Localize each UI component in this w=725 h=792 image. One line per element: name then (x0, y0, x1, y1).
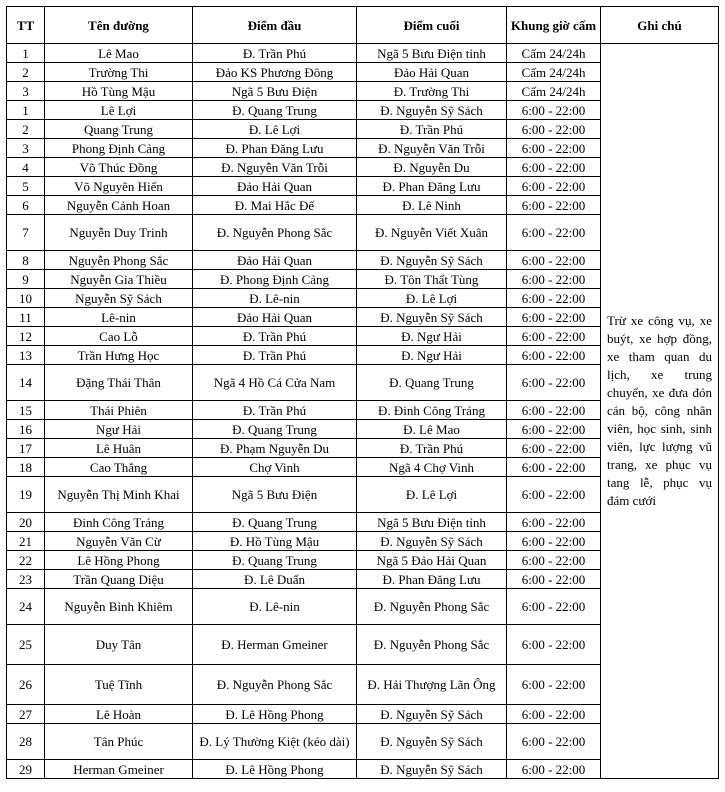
cell-end: Đ. Nguyễn Sỹ Sách (357, 724, 507, 760)
cell-time: 6:00 - 22:00 (507, 724, 601, 760)
cell-tt: 27 (7, 705, 45, 724)
cell-start: Đ. Quang Trung (193, 513, 357, 532)
cell-end: Đ. Phan Đăng Lưu (357, 177, 507, 196)
header-time: Khung giờ cấm (507, 7, 601, 44)
cell-street: Herman Gmeiner (45, 760, 193, 779)
cell-start: Đ. Nguyễn Văn Trỗi (193, 158, 357, 177)
cell-time: 6:00 - 22:00 (507, 139, 601, 158)
cell-time: 6:00 - 22:00 (507, 215, 601, 251)
cell-time: 6:00 - 22:00 (507, 365, 601, 401)
cell-tt: 1 (7, 101, 45, 120)
header-street: Tên đường (45, 7, 193, 44)
cell-start: Đ. Nguyễn Phong Sắc (193, 215, 357, 251)
cell-tt: 25 (7, 625, 45, 665)
cell-tt: 18 (7, 458, 45, 477)
cell-start: Đảo Hải Quan (193, 251, 357, 270)
cell-street: Hồ Tùng Mậu (45, 82, 193, 101)
cell-end: Đ. Trần Phú (357, 120, 507, 139)
cell-tt: 11 (7, 308, 45, 327)
cell-time: 6:00 - 22:00 (507, 308, 601, 327)
cell-time: 6:00 - 22:00 (507, 401, 601, 420)
cell-end: Đ. Trường Thi (357, 82, 507, 101)
cell-time: 6:00 - 22:00 (507, 477, 601, 513)
cell-time: 6:00 - 22:00 (507, 458, 601, 477)
cell-street: Thái Phiên (45, 401, 193, 420)
cell-tt: 2 (7, 63, 45, 82)
cell-end: Đ. Quang Trung (357, 365, 507, 401)
cell-start: Ngã 5 Bưu Điện (193, 477, 357, 513)
cell-start: Đ. Lê Hồng Phong (193, 760, 357, 779)
cell-time: 6:00 - 22:00 (507, 270, 601, 289)
cell-end: Đ. Nguyễn Sỹ Sách (357, 532, 507, 551)
cell-end: Đ. Nguyễn Sỹ Sách (357, 251, 507, 270)
header-tt: TT (7, 7, 45, 44)
cell-street: Võ Nguyên Hiến (45, 177, 193, 196)
cell-street: Lê Hồng Phong (45, 551, 193, 570)
cell-tt: 23 (7, 570, 45, 589)
cell-time: 6:00 - 22:00 (507, 120, 601, 139)
cell-end: Đ. Lê Ninh (357, 196, 507, 215)
cell-time: 6:00 - 22:00 (507, 589, 601, 625)
cell-time: 6:00 - 22:00 (507, 158, 601, 177)
cell-end: Đ. Nguyễn Sỹ Sách (357, 101, 507, 120)
cell-tt: 15 (7, 401, 45, 420)
cell-time: 6:00 - 22:00 (507, 101, 601, 120)
cell-start: Đ. Lê Duẩn (193, 570, 357, 589)
cell-tt: 28 (7, 724, 45, 760)
cell-start: Đ. Trần Phú (193, 401, 357, 420)
table-body (7, 44, 719, 779)
cell-street: Ngư Hải (45, 420, 193, 439)
cell-end: Đ. Phan Đăng Lưu (357, 570, 507, 589)
cell-start: Đ. Lê-nin (193, 589, 357, 625)
cell-street: Nguyễn Phong Sắc (45, 251, 193, 270)
cell-start: Đ. Nguyễn Phong Sắc (193, 665, 357, 705)
cell-start: Đảo Hải Quan (193, 308, 357, 327)
cell-end: Đ. Đinh Công Tráng (357, 401, 507, 420)
cell-end: Ngã 5 Bưu Điện tỉnh (357, 513, 507, 532)
note-cell: Trừ xe công vụ, xe buýt, xe hợp đồng, xe tham quan du lịch, xe trung chuyển, xe đưa đón cán bộ, công nhân viên, học sinh, sinh viên, lực lượng vũ trang, xe phục vụ tang lễ, phục vụ đám cưới (601, 44, 719, 779)
cell-time: 6:00 - 22:00 (507, 532, 601, 551)
cell-start: Đ. Lý Thường Kiệt (kéo dài) (193, 724, 357, 760)
restricted-streets-table (6, 6, 719, 779)
cell-tt: 21 (7, 532, 45, 551)
cell-time: 6:00 - 22:00 (507, 705, 601, 724)
cell-street: Nguyễn Gia Thiều (45, 270, 193, 289)
cell-tt: 22 (7, 551, 45, 570)
cell-tt: 12 (7, 327, 45, 346)
cell-time: 6:00 - 22:00 (507, 439, 601, 458)
table-container (6, 6, 719, 779)
cell-tt: 24 (7, 589, 45, 625)
cell-start: Chợ Vinh (193, 458, 357, 477)
cell-start: Đ. Quang Trung (193, 420, 357, 439)
cell-time: 6:00 - 22:00 (507, 177, 601, 196)
cell-start: Ngã 4 Hồ Cá Cửa Nam (193, 365, 357, 401)
cell-start: Đ. Trần Phú (193, 327, 357, 346)
cell-street: Nguyễn Bỉnh Khiêm (45, 589, 193, 625)
cell-street: Nguyễn Văn Cừ (45, 532, 193, 551)
cell-start: Đ. Herman Gmeiner (193, 625, 357, 665)
cell-tt: 17 (7, 439, 45, 458)
cell-start: Đảo KS Phương Đông (193, 63, 357, 82)
cell-end: Đ. Nguyễn Sỹ Sách (357, 308, 507, 327)
cell-end: Đ. Lê Lợi (357, 477, 507, 513)
cell-street: Nguyễn Thị Minh Khai (45, 477, 193, 513)
cell-start: Đ. Phong Định Cảng (193, 270, 357, 289)
cell-tt: 19 (7, 477, 45, 513)
cell-start: Đ. Lê Hồng Phong (193, 705, 357, 724)
cell-end: Đ. Lê Lợi (357, 289, 507, 308)
cell-street: Phong Định Cảng (45, 139, 193, 158)
cell-start: Đ. Hồ Tùng Mậu (193, 532, 357, 551)
cell-time: Cấm 24/24h (507, 82, 601, 101)
cell-end: Đ. Nguyễn Sỹ Sách (357, 760, 507, 779)
cell-street: Lê-nin (45, 308, 193, 327)
header-row (7, 7, 719, 44)
cell-street: Nguyễn Sỹ Sách (45, 289, 193, 308)
cell-end: Đảo Hải Quan (357, 63, 507, 82)
cell-tt: 1 (7, 44, 45, 63)
cell-tt: 10 (7, 289, 45, 308)
cell-street: Đặng Thái Thân (45, 365, 193, 401)
cell-street: Lê Hoàn (45, 705, 193, 724)
cell-time: 6:00 - 22:00 (507, 346, 601, 365)
cell-street: Trần Quang Diệu (45, 570, 193, 589)
cell-tt: 4 (7, 158, 45, 177)
cell-tt: 5 (7, 177, 45, 196)
cell-street: Lê Mao (45, 44, 193, 63)
cell-end: Đ. Nguyễn Phong Sắc (357, 589, 507, 625)
table-row (7, 44, 719, 63)
cell-time: 6:00 - 22:00 (507, 665, 601, 705)
cell-start: Đ. Quang Trung (193, 101, 357, 120)
cell-start: Đ. Trần Phú (193, 44, 357, 63)
cell-time: 6:00 - 22:00 (507, 760, 601, 779)
cell-street: Tân Phúc (45, 724, 193, 760)
cell-start: Đ. Lê-nin (193, 289, 357, 308)
cell-tt: 7 (7, 215, 45, 251)
cell-end: Ngã 4 Chợ Vinh (357, 458, 507, 477)
header-end: Điểm cuối (357, 7, 507, 44)
cell-time: Cấm 24/24h (507, 44, 601, 63)
cell-end: Đ. Nguyễn Viết Xuân (357, 215, 507, 251)
cell-street: Duy Tân (45, 625, 193, 665)
cell-street: Lê Lợi (45, 101, 193, 120)
cell-time: Cấm 24/24h (507, 63, 601, 82)
cell-end: Ngã 5 Đảo Hải Quan (357, 551, 507, 570)
header-start: Điểm đầu (193, 7, 357, 44)
cell-start: Đ. Phan Đăng Lưu (193, 139, 357, 158)
cell-time: 6:00 - 22:00 (507, 289, 601, 308)
cell-street: Tuệ Tĩnh (45, 665, 193, 705)
cell-street: Cao Thắng (45, 458, 193, 477)
cell-end: Ngã 5 Bưu Điện tỉnh (357, 44, 507, 63)
cell-time: 6:00 - 22:00 (507, 570, 601, 589)
cell-tt: 14 (7, 365, 45, 401)
cell-time: 6:00 - 22:00 (507, 551, 601, 570)
cell-street: Nguyễn Duy Trinh (45, 215, 193, 251)
cell-time: 6:00 - 22:00 (507, 420, 601, 439)
cell-end: Đ. Nguyễn Phong Sắc (357, 625, 507, 665)
cell-street: Quang Trung (45, 120, 193, 139)
cell-tt: 2 (7, 120, 45, 139)
cell-end: Đ. Trần Phú (357, 439, 507, 458)
cell-street: Võ Thúc Đồng (45, 158, 193, 177)
cell-start: Đảo Hải Quan (193, 177, 357, 196)
cell-street: Đinh Công Tráng (45, 513, 193, 532)
cell-tt: 26 (7, 665, 45, 705)
cell-street: Lê Huân (45, 439, 193, 458)
cell-time: 6:00 - 22:00 (507, 251, 601, 270)
cell-street: Trần Hưng Học (45, 346, 193, 365)
cell-tt: 20 (7, 513, 45, 532)
cell-end: Đ. Nguyễn Văn Trỗi (357, 139, 507, 158)
cell-end: Đ. Nguyễn Sỹ Sách (357, 705, 507, 724)
cell-time: 6:00 - 22:00 (507, 513, 601, 532)
cell-tt: 9 (7, 270, 45, 289)
cell-end: Đ. Ngư Hải (357, 327, 507, 346)
cell-start: Đ. Trần Phú (193, 346, 357, 365)
cell-tt: 29 (7, 760, 45, 779)
cell-start: Ngã 5 Bưu Điện (193, 82, 357, 101)
cell-tt: 16 (7, 420, 45, 439)
cell-end: Đ. Tôn Thất Tùng (357, 270, 507, 289)
cell-street: Trường Thi (45, 63, 193, 82)
cell-end: Đ. Lê Mao (357, 420, 507, 439)
cell-time: 6:00 - 22:00 (507, 196, 601, 215)
cell-time: 6:00 - 22:00 (507, 625, 601, 665)
cell-end: Đ. Nguyễn Du (357, 158, 507, 177)
cell-end: Đ. Hải Thượng Lãn Ông (357, 665, 507, 705)
cell-street: Nguyễn Cảnh Hoan (45, 196, 193, 215)
header-note: Ghi chú (601, 7, 719, 44)
cell-tt: 3 (7, 139, 45, 158)
cell-tt: 6 (7, 196, 45, 215)
cell-street: Cao Lỗ (45, 327, 193, 346)
cell-end: Đ. Ngư Hải (357, 346, 507, 365)
cell-tt: 13 (7, 346, 45, 365)
cell-tt: 8 (7, 251, 45, 270)
cell-tt: 3 (7, 82, 45, 101)
cell-time: 6:00 - 22:00 (507, 327, 601, 346)
cell-start: Đ. Lê Lợi (193, 120, 357, 139)
cell-start: Đ. Quang Trung (193, 551, 357, 570)
cell-start: Đ. Phạm Nguyễn Du (193, 439, 357, 458)
cell-start: Đ. Mai Hắc Đế (193, 196, 357, 215)
